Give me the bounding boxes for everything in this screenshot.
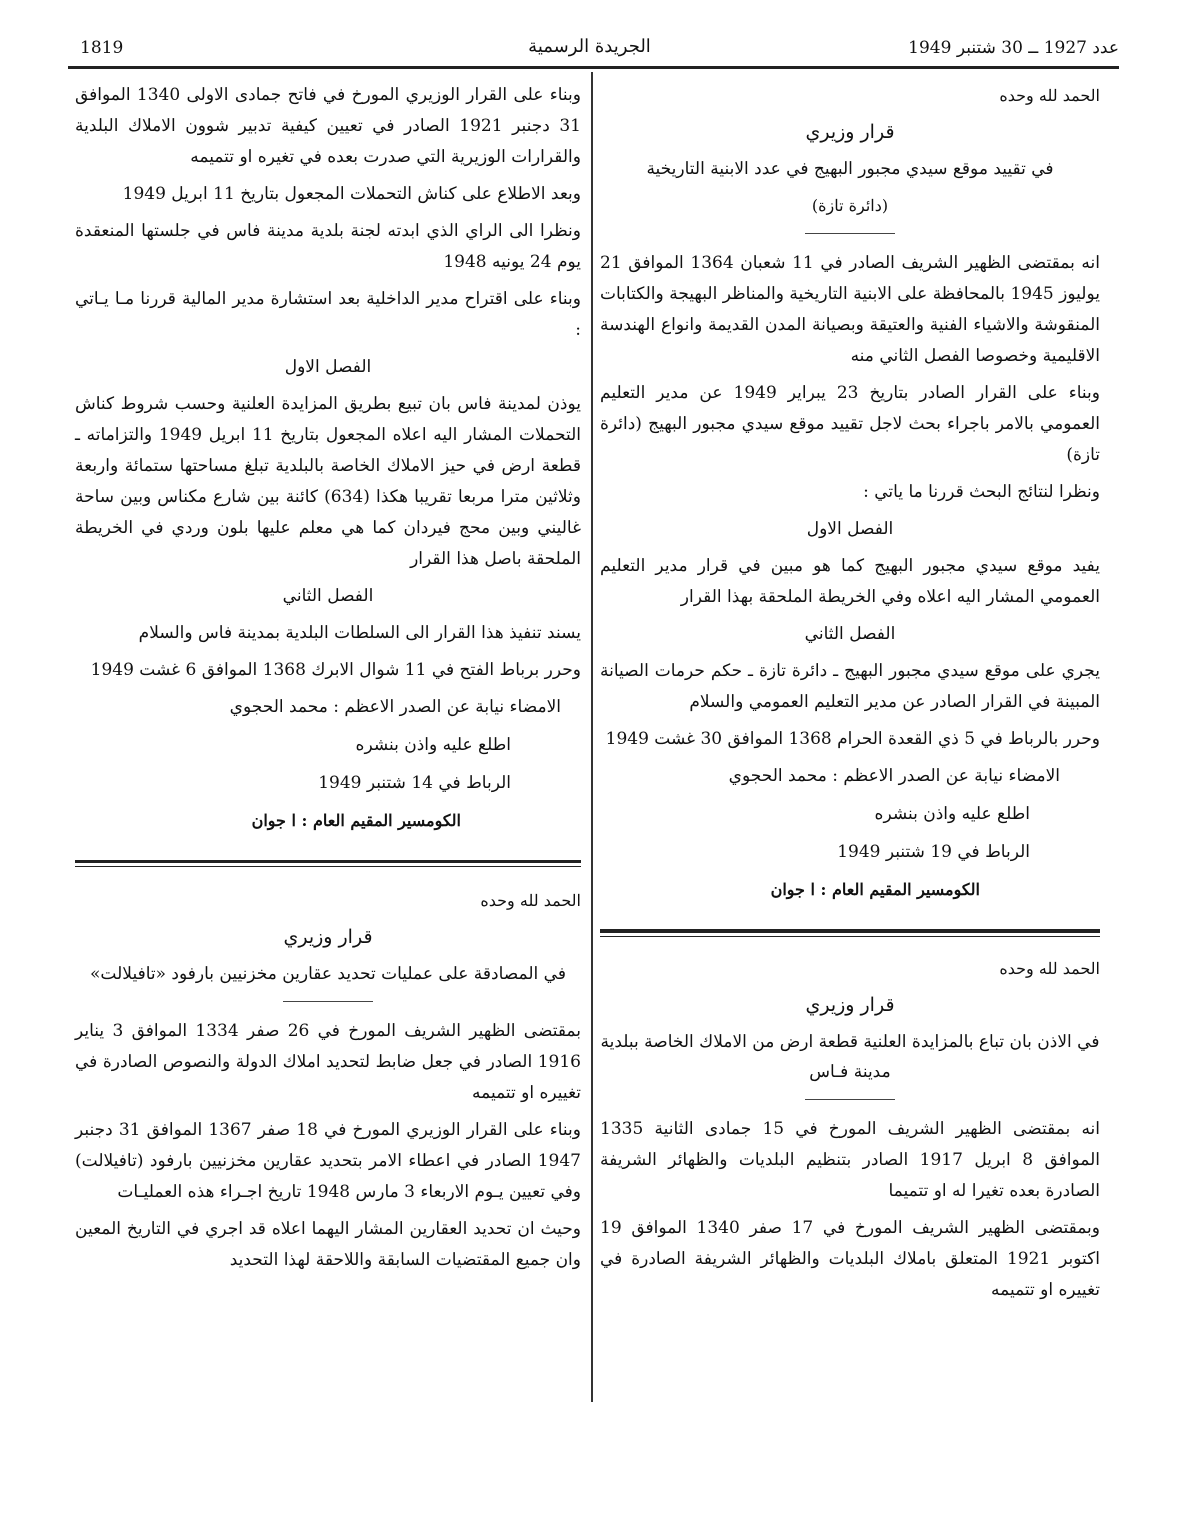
signature-line: الامضاء نيابة عن الصدر الاعظم : محمد الحجوي	[728, 766, 1060, 786]
short-rule	[805, 1099, 895, 1100]
issue-info: عدد 1927 ــ 30 شتنبر 1949	[908, 38, 1119, 58]
preamble-paragraph: بمقتضى الظهير الشريف المورخ في 26 صفر 1334 الموافق 3 يناير 1916 الصادر في جعل ضابط لتحديد املاك الدولة والنصوص الصادرة في تغييره او تتميمه	[75, 1021, 581, 1103]
decree-title: قرار وزيري	[805, 121, 895, 143]
chapter-text: يسند تنفيذ هذا القرار الى السلطات البلدية بمدينة فاس والسلام	[138, 623, 581, 643]
chapter-text: يجري على موقع سيدي مجبور البهيج ـ دائرة تازة ـ حكم حرمات الصيانة المبينة في القرار الصادر عن مدير التعليم العمومي والسلام	[600, 661, 1100, 712]
short-rule	[283, 1001, 373, 1002]
approval-line: اطلع عليه واذن بنشره	[355, 735, 511, 755]
section-rule	[75, 860, 581, 867]
preamble-paragraph: وحيث ان تحديد العقارين المشار اليهما اعلاه قد اجري في التاريخ المعين وان جميع المقتضيات السابقة واللاحقة لهذا التحديد	[75, 1219, 581, 1270]
chapter-title: الفصل الاول	[284, 357, 372, 377]
praise-line: الحمد لله وحده	[999, 86, 1100, 105]
page-number: 1819	[80, 38, 124, 58]
gazette-name: الجريدة الرسمية	[528, 36, 651, 57]
preamble-paragraph: ونظرا لنتائج البحث قررنا ما ياتي :	[863, 482, 1100, 502]
praise-line: الحمد لله وحده	[999, 959, 1100, 978]
approval-date: الرباط في 19 شتنبر 1949	[837, 842, 1030, 862]
preamble-paragraph: وبمقتضى الظهير الشريف المورخ في 17 صفر 1340 الموافق 19 اكتوبر 1921 المتعلق باملاك البلديات والظهائر الشريفة الصادرة في تغييره او تتميمه	[600, 1218, 1100, 1300]
chapter-text: يفيد موقع سيدي مجبور البهيج كما هو مبين في قرار مدير التعليم العمومي المشار اليه اعلاه وفي الخريطة الملحقة بهذا القرار	[600, 556, 1100, 607]
decree-district: (دائرة تازة)	[811, 196, 889, 215]
chapter-text: يوذن لمدينة فاس بان تبيع بطريق المزايدة العلنية وحسب شروط كناش التحملات المشار اليه اعلاه المجعول بتاريخ 11 ابريل 1949 والتزاماته ـ قطعة ارض في حيز الاملاك الخاصة بالبلدية تبلغ مساحتها ستمائة واربعة وثلاثين مترا مربعا تقريبا هكذا (634) كائنة بين شارع مكناس وبين ساحة غاليني وبين محج فيردان كما هي معلم عليها بلون وردي في الخريطة الملحقة باصل هذا القرار	[75, 394, 582, 569]
page-header	[60, 34, 1119, 64]
chapter-title: الفصل الثاني	[804, 624, 896, 644]
chapter-title: الفصل الثاني	[282, 586, 374, 606]
short-rule	[805, 233, 895, 234]
approval-line: اطلع عليه واذن بنشره	[874, 804, 1030, 824]
dated-line: وحرر بالرباط في 5 ذي القعدة الحرام 1368 الموافق 30 غشت 1949	[605, 729, 1100, 749]
column-divider	[591, 72, 593, 1402]
signature-line: الامضاء نيابة عن الصدر الاعظم : محمد الحجوي	[229, 697, 561, 717]
dated-line: وحرر برباط الفتح في 11 شوال الابرك 1368 الموافق 6 غشت 1949	[90, 660, 581, 680]
decree-subject: في تقييد موقع سيدي مجبور البهيج في عدد الابنية التاريخية	[646, 159, 1054, 179]
section-rule	[600, 929, 1100, 937]
preamble-paragraph: وبناء على اقتراح مدير الداخلية بعد استشارة مدير المالية قررنا مـا يـاتي :	[75, 289, 581, 340]
decree-title: قرار وزيري	[805, 994, 895, 1016]
decree-subject: في المصادقة على عمليات تحديد عقارين مخزنيين بارفود «تافيلالت»	[90, 964, 566, 984]
right-column	[600, 80, 1100, 1312]
approval-date: الرباط في 14 شتنبر 1949	[318, 773, 511, 793]
resident-general: الكومسير المقيم العام : ا جوان	[770, 880, 980, 899]
decree-subject: في الاذن بان تباع بالمزايدة العلنية قطعة ارض من الاملاك الخاصة ببلدية مدينة فـاس	[600, 1032, 1100, 1082]
preamble-paragraph: وبعد الاطلاع على كناش التحملات المجعول بتاريخ 11 ابريل 1949	[122, 184, 581, 204]
left-column	[75, 80, 581, 1282]
preamble-paragraph: انه بمقتضى الظهير الشريف الصادر في 11 شعبان 1364 الموافق 21 يوليوز 1945 بالمحافظة على الابنية التاريخية والمناظر البهيجة والكتابات المنقوشة والاشياء الفنية والعتيقة وبصيانة المدن القديمة وانواع الهندسة الاقليمية وخصوصا الفصل الثاني منه	[600, 253, 1100, 366]
preamble-paragraph: وبناء على القرار الصادر بتاريخ 23 يبراير 1949 عن مدير التعليم العمومي بالامر باجراء بحث لاجل تقييد موقع سيدي مجبور البهيج (دائرة تازة)	[600, 383, 1100, 465]
praise-line: الحمد لله وحده	[480, 891, 581, 910]
preamble-paragraph: وبناء على القرار الوزيري المورخ في فاتح جمادى الاولى 1340 الموافق 31 دجنبر 1921 الصادر في تعيين كيفية تدبير شوون الاملاك البلدية والقرارات الوزيرية التي صدرت بعده في تغيره او تتميمه	[75, 85, 581, 167]
preamble-paragraph: ونظرا الى الراي الذي ابدته لجنة بلدية مدينة فاس في جلستها المنعقدة يوم 24 يونيه 1948	[75, 221, 581, 272]
preamble-paragraph: وبناء على القرار الوزيري المورخ في 18 صفر 1367 الموافق 31 دجنبر 1947 الصادر في اعطاء الامر بتحديد عقارين مخزنيين بارفود (تافيلالت) وفي تعيين يـوم الاربعاء 3 مارس 1948 تاريخ اجـراء هذه العمليـات	[75, 1120, 581, 1202]
preamble-paragraph: انه بمقتضى الظهير الشريف المورخ في 15 جمادى الثانية 1335 الموافق 8 ابريل 1917 الصادر بتنظيم البلديات والظهائر الشريفة الصادرة بعده تغيرا له او تتميما	[600, 1119, 1101, 1201]
header-rule	[68, 66, 1119, 69]
decree-title: قرار وزيري	[283, 926, 373, 948]
chapter-title: الفصل الاول	[806, 519, 894, 539]
resident-general: الكومسير المقيم العام : ا جوان	[251, 811, 461, 830]
